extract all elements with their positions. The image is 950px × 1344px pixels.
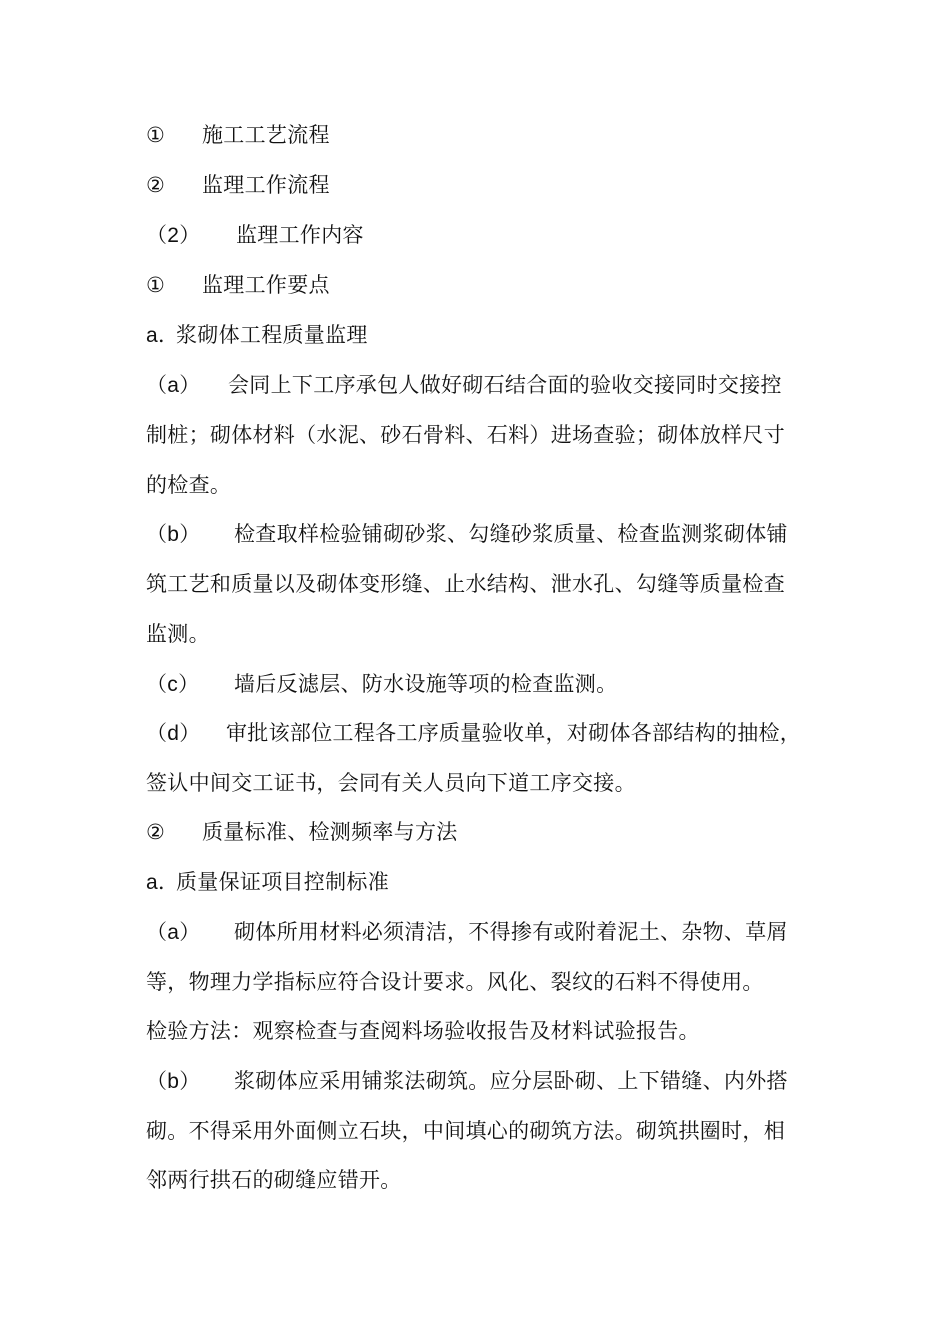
paragraph-line <box>146 918 816 947</box>
list-marker: （a） <box>146 921 201 944</box>
line-text: 浆砌体应采用铺浆法砌筑。应分层卧砌、上下错缝、内外搭 <box>234 1069 788 1093</box>
paragraph-line <box>146 371 816 400</box>
line-text: 质量标准、检测频率与方法 <box>202 820 458 844</box>
line-text: 等，物理力学指标应符合设计要求。风化、裂纹的石料不得使用。 <box>146 970 764 994</box>
list-marker: （2） <box>146 224 201 247</box>
line-text: 砌体所用材料必须清洁，不得掺有或附着泥土、杂物、草屑 <box>234 920 788 944</box>
paragraph-line <box>146 570 816 598</box>
line-text: 检验方法：观察检查与查阅料场验收报告及材料试验报告。 <box>146 1019 700 1043</box>
paragraph-line <box>146 421 816 449</box>
heading-assurance-items <box>146 868 816 897</box>
paragraph-line <box>146 1117 816 1145</box>
paragraph-line <box>146 471 816 499</box>
line-text: 的检查。 <box>146 473 232 497</box>
line-text: 邻两行拱石的砌缝应错开。 <box>146 1168 402 1192</box>
line-text: 墙后反滤层、防水设施等项的检查监测。 <box>234 672 618 696</box>
list-marker: ② <box>146 174 166 197</box>
list-marker: a． <box>146 324 180 347</box>
line-text: 质量保证项目控制标准 <box>176 870 389 894</box>
paragraph-line <box>146 520 816 549</box>
line-text: 砌。不得采用外面侧立石块，中间填心的砌筑方法。砌筑拱圈时，相 <box>146 1119 785 1143</box>
list-marker: ① <box>146 124 166 147</box>
paragraph-line <box>146 719 816 748</box>
list-marker: ① <box>146 274 166 297</box>
heading-masonry-quality <box>146 321 816 350</box>
paragraph-line <box>146 1017 816 1045</box>
paragraph-line <box>146 620 816 648</box>
list-marker: （a） <box>146 374 201 397</box>
line-text: 监测。 <box>146 622 210 646</box>
line-text: 审批该部位工程各工序质量验收单，对砌体各部结构的抽检， <box>226 721 802 745</box>
paragraph-line <box>146 1067 816 1096</box>
list-marker: （c） <box>146 673 200 696</box>
list-marker: （b） <box>146 523 201 546</box>
paragraph-line <box>146 769 816 797</box>
line-text: 施工工艺流程 <box>202 123 330 147</box>
heading-supervision-process <box>146 171 816 200</box>
line-text: 监理工作要点 <box>202 273 330 297</box>
heading-key-points <box>146 271 816 300</box>
paragraph-line <box>146 968 816 996</box>
line-text: 监理工作流程 <box>202 173 330 197</box>
paragraph-line <box>146 1166 816 1194</box>
line-text: 监理工作内容 <box>236 223 364 247</box>
line-text: 浆砌体工程质量监理 <box>176 323 368 347</box>
list-marker: ② <box>146 821 166 844</box>
paragraph-line <box>146 670 816 699</box>
line-text: 制桩；砌体材料（水泥、砂石骨料、石料）进场查验；砌体放样尺寸 <box>146 423 785 447</box>
list-marker: a． <box>146 871 180 894</box>
heading-quality-standards <box>146 818 816 847</box>
heading-supervision-content <box>146 221 816 250</box>
heading-construction-process <box>146 121 816 150</box>
list-marker: （d） <box>146 722 201 745</box>
list-marker: （b） <box>146 1070 201 1093</box>
line-text: 会同上下工序承包人做好砌石结合面的验收交接同时交接控 <box>228 373 782 397</box>
line-text: 签认中间交工证书，会同有关人员向下道工序交接。 <box>146 771 636 795</box>
line-text: 检查取样检验铺砌砂浆、勾缝砂浆质量、检查监测浆砌体铺 <box>234 522 788 546</box>
line-text: 筑工艺和质量以及砌体变形缝、止水结构、泄水孔、勾缝等质量检查 <box>146 572 785 596</box>
